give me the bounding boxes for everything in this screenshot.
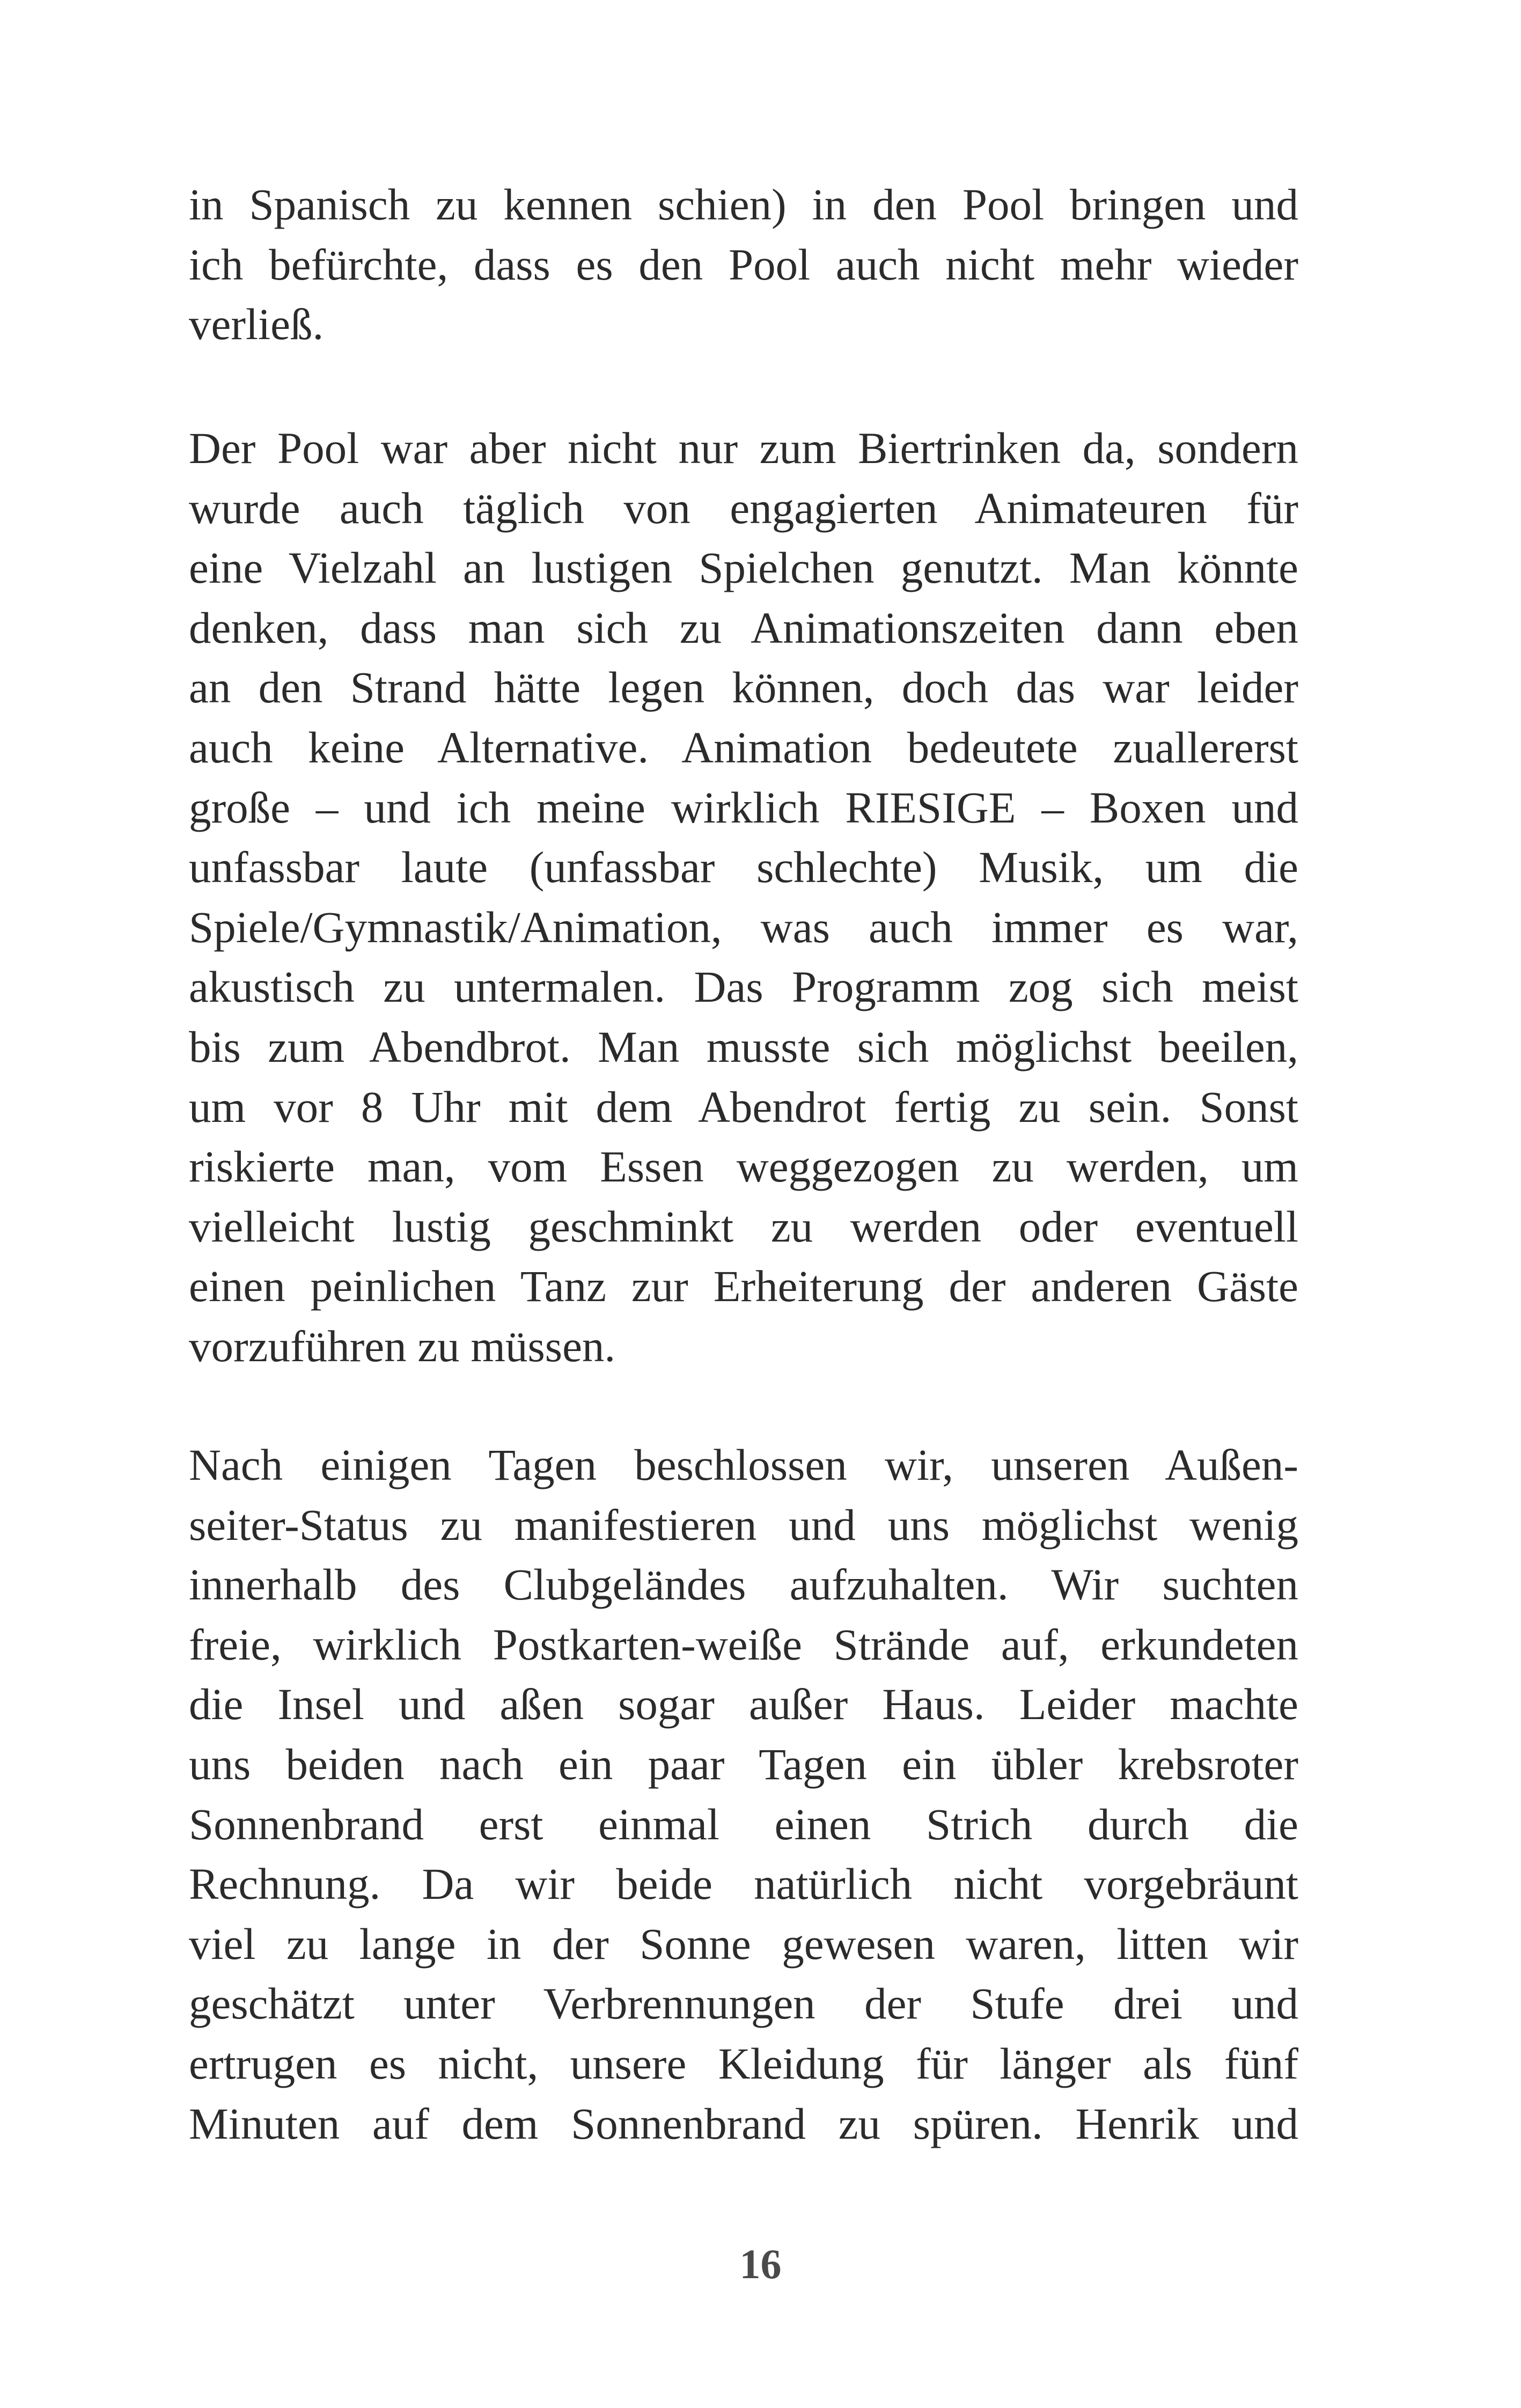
text-line: große – und ich meine wirklich RIESIGE – Boxen und: [189, 782, 1298, 832]
text-line: bis zum Abendbrot. Man musste sich möglichst beeilen,: [189, 1022, 1298, 1071]
text-line: seiter-Status zu manifestieren und uns möglichst wenig: [189, 1500, 1298, 1550]
text-line: vielleicht lustig geschminkt zu werden oder eventuell: [189, 1201, 1298, 1251]
text-line: uns beiden nach ein paar Tagen ein übler krebsroter: [189, 1739, 1298, 1789]
text-line: ertrugen es nicht, unsere Kleidung für länger als fünf: [189, 2038, 1298, 2088]
text-line: verließ.: [189, 299, 324, 349]
text-line: um vor 8 Uhr mit dem Abendrot fertig zu sein. Sonst: [189, 1082, 1298, 1132]
text-line: an den Strand hätte legen können, doch das war leider: [189, 663, 1298, 713]
text-line: Minuten auf dem Sonnenbrand zu spüren. Henrik und: [189, 2098, 1298, 2148]
text-line: vorzuführen zu müssen.: [189, 1321, 616, 1371]
text-line: Spiele/Gymnastik/Animation, was auch immer es war,: [189, 902, 1298, 952]
text-line: auch keine Alternative. Animation bedeutete zuallererst: [189, 722, 1298, 772]
text-line: geschätzt unter Verbrennungen der Stufe drei und: [189, 1979, 1298, 2029]
text-line: die Insel und aßen sogar außer Haus. Leider machte: [189, 1679, 1298, 1729]
text-line: eine Vielzahl an lustigen Spielchen genutzt. Man könnte: [189, 543, 1298, 593]
page-number: 16: [739, 2241, 782, 2287]
text-line: unfassbar laute (unfassbar schlechte) Musik, um die: [189, 842, 1298, 892]
paragraph: [189, 419, 1298, 1377]
text-line: denken, dass man sich zu Animationszeiten dann eben: [189, 603, 1298, 652]
text-line: in Spanisch zu kennen schien) in den Pool bringen und: [189, 180, 1298, 229]
text-line: riskierte man, vom Essen weggezogen zu werden, um: [189, 1142, 1298, 1192]
text-line: Nach einigen Tagen beschlossen wir, unseren Außen-: [189, 1440, 1298, 1489]
text-line: freie, wirklich Postkarten-weiße Strände auf, erkundeten: [189, 1619, 1298, 1669]
text-line: Rechnung. Da wir beide natürlich nicht vorgebräunt: [189, 1859, 1298, 1909]
paragraph: [189, 175, 1298, 355]
text-line: akustisch zu untermalen. Das Programm zog sich meist: [189, 962, 1298, 1012]
text-line: innerhalb des Clubgeländes aufzuhalten. Wir suchten: [189, 1560, 1298, 1610]
text-line: wurde auch täglich von engagierten Animateuren für: [189, 483, 1298, 533]
text-line: Der Pool war aber nicht nur zum Biertrinken da, sondern: [189, 423, 1298, 473]
text-line: Sonnenbrand erst einmal einen Strich durch die: [189, 1799, 1298, 1849]
text-line: viel zu lange in der Sonne gewesen waren, litten wir: [189, 1919, 1298, 1969]
text-line: ich befürchte, dass es den Pool auch nicht mehr wieder: [189, 239, 1298, 289]
text-line: einen peinlichen Tanz zur Erheiterung der anderen Gäste: [189, 1261, 1298, 1311]
paragraph: [189, 1435, 1298, 2154]
